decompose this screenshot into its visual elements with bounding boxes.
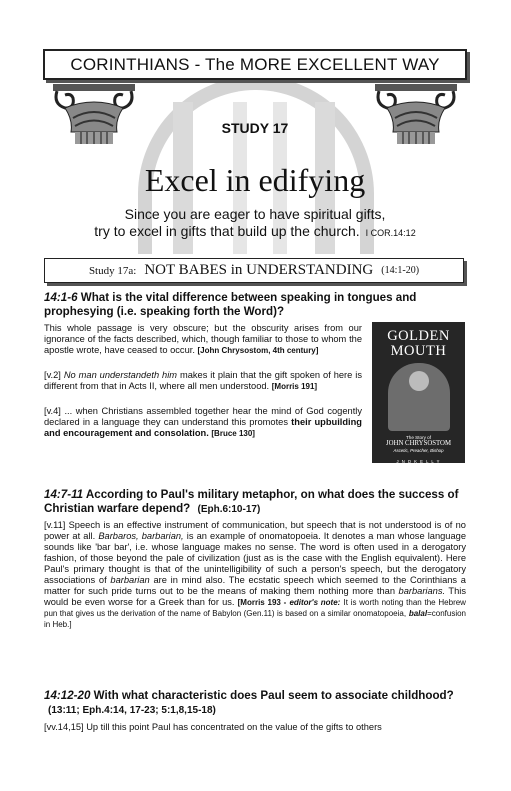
book-story-label: The Story of (405, 435, 432, 440)
question-reference: 14:7-11 (44, 488, 84, 501)
citation: [Morris 193 - (237, 598, 287, 607)
book-title (372, 329, 465, 359)
bold-text: their upbuilding and encouragement and consolation. (44, 417, 362, 438)
study-title: Excel in edifying (144, 162, 366, 198)
emphasis-text: No man understandeth him (63, 370, 178, 380)
verse-lead: [v.4] (44, 406, 61, 416)
key-verse-line-1: Since you are eager to have spiritual gifts, (124, 206, 386, 222)
book-subtitle: Ascetic, Preacher, Bishop (393, 447, 444, 453)
section-range: (14:1-20) (381, 265, 420, 276)
section-heading (44, 258, 464, 283)
emphasis-text: barbarians. (398, 586, 446, 596)
citation: [Morris 191] (271, 382, 318, 391)
paragraph-text: Speech is an effective instrument of communication, but speech that is not understood is of no power at all. (44, 520, 466, 541)
paragraph-text: makes it plain that the gift spoken of here is different from that in Acts II, where all men understood. (44, 370, 362, 391)
emphasis-text: Barbaros, barbarian, (98, 531, 184, 541)
emphasis-text: balal (408, 609, 428, 618)
paragraph-text: This would be even worse for a Greek than for us. (44, 586, 466, 607)
emphasis-text: barbarian (110, 575, 150, 585)
citation: [John Chrysostom, 4th century] (197, 346, 319, 355)
hero-banner (43, 82, 467, 254)
question-text: According to Paul's military metaphor, on what does the success of Christian warfare depend? (44, 488, 459, 515)
commentary-paragraph (44, 722, 466, 733)
saint-portrait-icon (388, 363, 450, 431)
question-heading (44, 488, 466, 517)
citation: [Bruce 130] (211, 429, 255, 438)
book-cover-image (372, 322, 465, 463)
question-text: With what characteristic does Paul seem to associate childhood? (93, 689, 454, 702)
paragraph-text: is an example of onomatopoeia. It denotes a man whose language sounds like 'bar bar', i.e. whose language makes no sense. The word is often used in a derogatory fashion, of those beyond the pale of civilization (just as is the case with the English equivalent). Here Paul's primary thought is that of the unintelligibility of such a person's speech, but the derogatory associations of (44, 531, 466, 585)
section-label: Study 17a: (88, 264, 137, 277)
key-verse-reference: I COR.14:12 (365, 228, 416, 238)
book-title-line-1: GOLDEN (387, 328, 450, 344)
book-publisher: J N D K E L L Y (396, 458, 441, 463)
key-verse (43, 206, 467, 242)
series-title: CORINTHIANS - The MORE EXCELLENT WAY (43, 49, 467, 80)
key-verse-line-2: try to excel in gifts that build up the church. (94, 223, 360, 239)
book-title-line-2: MOUTH (390, 343, 447, 359)
question-heading (44, 689, 466, 718)
study-number: STUDY 17 (221, 120, 289, 136)
editor-note-end: =confusion in Heb.] (44, 609, 466, 629)
verse-lead: [v.11] (44, 520, 66, 530)
question-text: What is the vital difference between speaking in tongues and prophesying (i.e. speaking forth the Word)? (44, 291, 417, 318)
verse-lead: [v.2] (44, 370, 61, 380)
question-reference: 14:12-20 (44, 689, 91, 702)
cross-reference: (13:11; Eph.4:14, 17-23; 5:1,8,15-18) (48, 705, 216, 716)
verse-lead: [vv.14,15] (44, 722, 84, 732)
book-author: JOHN CHRYSOSTOM (385, 440, 452, 447)
paragraph-text: Up till this point Paul has concentrated on the value of the gifts to others (86, 722, 382, 732)
question-reference: 14:1-6 (44, 291, 78, 304)
commentary-paragraph (44, 520, 466, 630)
paragraph-text: ... when Christians assembled together hear the mind of God cogently declared in a language they can understand this promotes (44, 406, 362, 427)
paragraph-text: This whole passage is very obscure; but the obscurity arises from our ignorance of the facts described, which, though familiar to those to whom the apostle wrote, have ceased to occur. (44, 323, 362, 355)
editor-note: It is worth noting than the Hebrew pun that gives us the derivation of the name of Babylon (Gen.11) is based on a similar onomatopoeia, (44, 598, 466, 618)
cross-reference: (Eph.6:10-17) (197, 504, 261, 515)
editor-note-label: editor's note: (289, 598, 341, 607)
commentary-paragraph (44, 406, 362, 439)
section-title: NOT BABES in UNDERSTANDING (144, 262, 374, 278)
question-heading (44, 291, 466, 319)
paragraph-text: are in mind also. The ecstatic speech which seemed to the Corinthians a matter for such pride turns out to be the means of making them nothing more than (44, 575, 466, 596)
commentary-paragraph (44, 370, 362, 392)
commentary-paragraph (44, 323, 362, 356)
